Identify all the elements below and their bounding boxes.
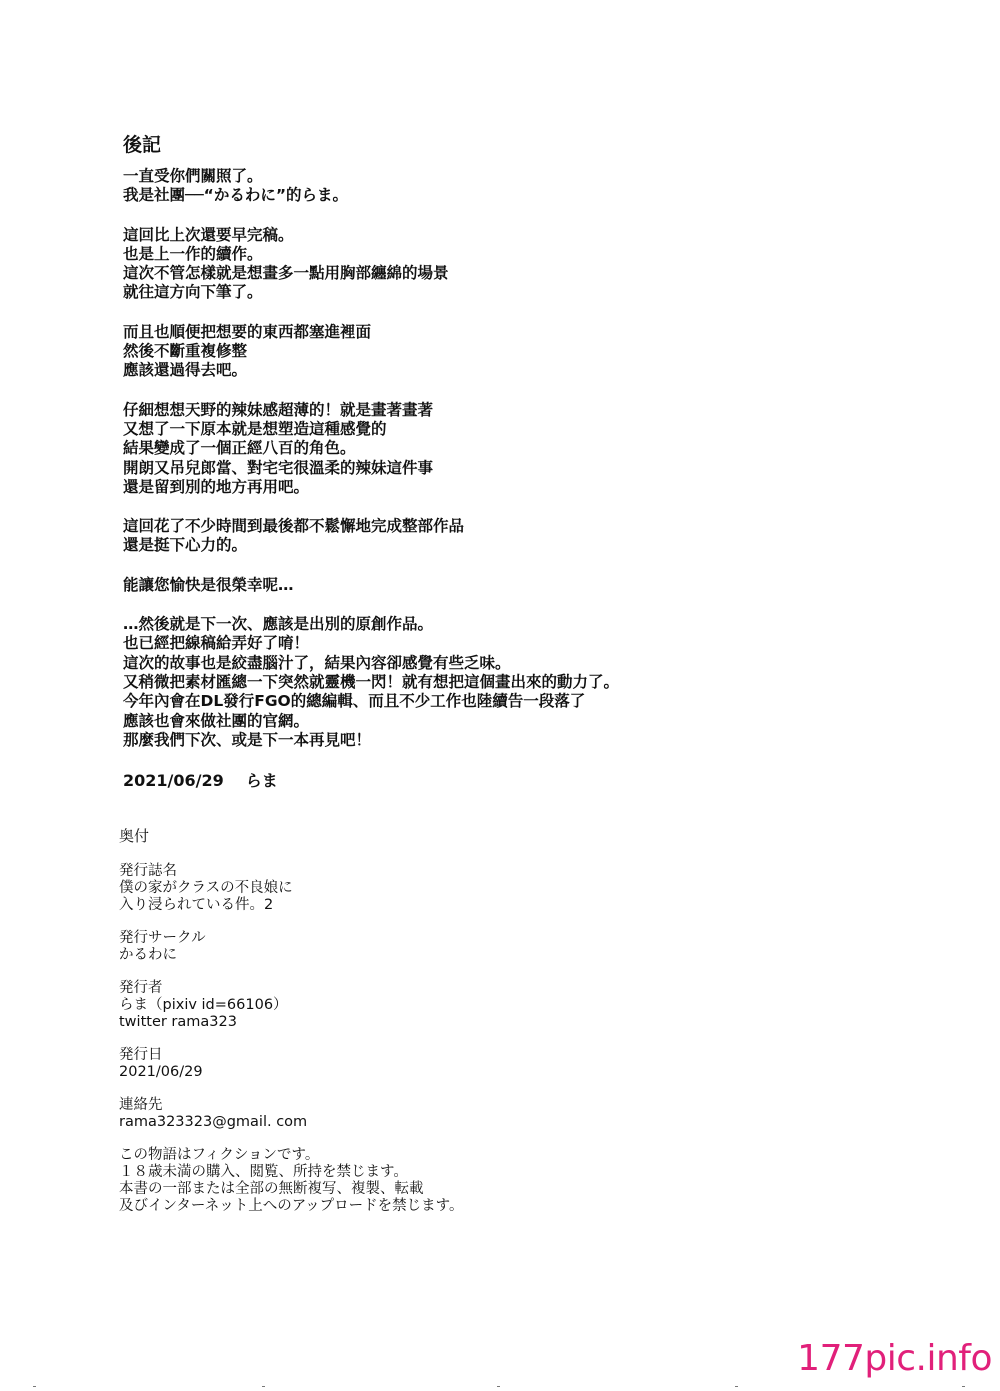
afterword-line: 結果變成了一個正經八百的角色。 (123, 439, 356, 458)
afterword-line: 然後不斷重複修整 (123, 342, 248, 361)
colophon-label: 発行サークル (119, 930, 206, 946)
afterword-line: 那麼我們下次、或是下一本再見吧！ (123, 730, 372, 749)
colophon-block-publisher (119, 980, 959, 1031)
afterword-paragraph (123, 517, 963, 556)
afterword-paragraph (123, 615, 963, 750)
crop-mark (497, 1386, 500, 1387)
afterword-line: 還是挺下心力的。 (123, 536, 248, 555)
colophon-value: かるわに (119, 947, 177, 963)
crop-mark (262, 1386, 265, 1387)
afterword-line: 仔細想想天野的辣妹感超薄的！就是畫著畫著 (123, 400, 434, 419)
afterword-line: 就往這方向下筆了。 (123, 283, 263, 302)
afterword-signature (123, 770, 963, 792)
colophon-label: 発行者 (119, 980, 163, 996)
colophon-value: twitter rama323 (119, 1014, 237, 1030)
afterword-paragraph (123, 401, 963, 497)
signature-author: らま (245, 771, 278, 791)
site-watermark: 177pic.info (797, 1338, 992, 1379)
crop-mark (735, 1386, 738, 1387)
afterword-line: 又想了一下原本就是想塑造這種感覺的 (123, 419, 387, 438)
afterword-line: 開朗又吊兒郎當、對宅宅很溫柔的辣妹這件事 (123, 458, 434, 477)
afterword-line: 能讓您愉快是很榮幸呢… (123, 575, 294, 594)
afterword-line: 應該也會來做社團的官網。 (123, 711, 310, 730)
afterword-line: 也已經把線稿給弄好了唷！ (123, 634, 310, 653)
colophon-notice-line: 本書の一部または全部の無断複写、複製、転載 (119, 1181, 424, 1197)
colophon-notice-line: １８歳未満の購入、閲覧、所持を禁じます。 (119, 1164, 408, 1180)
afterword-paragraph (123, 226, 963, 303)
colophon-label: 発行誌名 (119, 863, 177, 879)
page-crop-marks (0, 1381, 1000, 1387)
colophon-block-date (119, 1047, 959, 1081)
colophon-block-title (119, 863, 959, 914)
colophon-label: 発行日 (119, 1047, 163, 1063)
afterword-section (123, 133, 963, 792)
afterword-line: 又稍微把素材匯總一下突然就靈機一閃！就有想把這個畫出來的動力了。 (123, 672, 620, 691)
afterword-paragraph (123, 576, 963, 595)
afterword-paragraph (123, 323, 963, 381)
afterword-line: 這回花了不少時間到最後都不鬆懈地完成整部作品 (123, 517, 465, 536)
afterword-line: 這次的故事也是絞盡腦汁了，結果內容卻感覺有些乏味。 (123, 653, 511, 672)
afterword-title: 後記 (123, 134, 162, 156)
colophon-value: 2021/06/29 (119, 1064, 203, 1080)
crop-mark (962, 1386, 965, 1387)
colophon-notice-line: 及びインターネット上へのアップロードを禁じます。 (119, 1198, 464, 1214)
signature-date: 2021/06/29 (123, 771, 224, 791)
afterword-paragraph (123, 167, 963, 206)
colophon-label: 連絡先 (119, 1097, 163, 1113)
colophon-block-notice (119, 1147, 959, 1215)
colophon-notice-line: この物語はフィクションです。 (119, 1147, 320, 1163)
afterword-line: 今年內會在DL發行FGO的總編輯、而且不少工作也陸續告一段落了 (123, 692, 586, 711)
afterword-line: 而且也順便把想要的東西都塞進裡面 (123, 322, 372, 341)
colophon-block-contact (119, 1097, 959, 1131)
colophon-value: らま（pixiv id=66106） (119, 997, 288, 1013)
afterword-line: 應該還過得去吧。 (123, 361, 248, 380)
colophon-value: rama323323@gmail. com (119, 1114, 308, 1130)
colophon-title: 奥付 (119, 827, 150, 845)
afterword-line: 這次不管怎樣就是想畫多一點用胸部纏綿的場景 (123, 264, 449, 283)
afterword-line: 我是社團──“かるわに”的らま。 (123, 186, 349, 205)
colophon-section (119, 827, 959, 1231)
afterword-line: 一直受你們關照了。 (123, 167, 263, 185)
afterword-line: 這回比上次還要早完稿。 (123, 225, 294, 244)
colophon-value: 入り浸られている件。2 (119, 897, 274, 913)
afterword-line: 也是上一作的續作。 (123, 244, 263, 263)
colophon-value: 僕の家がクラスの不良娘に (119, 880, 293, 896)
crop-mark (33, 1386, 36, 1387)
afterword-line: 還是留到別的地方再用吧。 (123, 477, 310, 496)
afterword-line: …然後就是下一次、應該是出別的原創作品。 (123, 615, 434, 634)
colophon-block-circle (119, 930, 959, 964)
